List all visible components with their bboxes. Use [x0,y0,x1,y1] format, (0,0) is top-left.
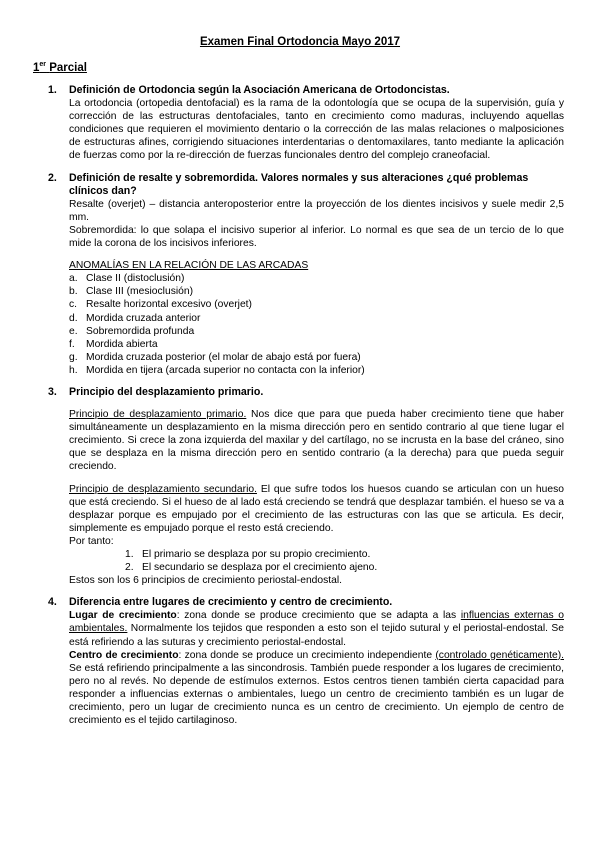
question-number: 4. [48,596,57,609]
list-item [69,272,564,285]
question-number: 3. [48,385,57,398]
lugar-term: Lugar de crecimiento [69,610,177,622]
secondary-principle-text: El que sufre todos los huesos cuando se articulan con un hueso que está creciendo. Si el hueso de al lado está creciendo se tendrá que desplazar también. el hueso se va a desplazar porque es empujado por el crecimiento de las estructuras con las que se articula. Es decir, simplemente es empujado porque el resto está creciendo. [69,483,564,534]
list-label: 1. [125,549,134,560]
question-heading [48,596,564,609]
question-title: Definición de Ortodoncia según la Asociación Americana de Ortodoncistas. [69,84,450,96]
list-label: f. [69,338,75,350]
question-number: 2. [48,171,57,184]
primary-principle-paragraph [69,408,564,473]
anomalias-list [69,272,564,377]
question-body [69,609,564,727]
centro-text-b: Se está refiriendo principalmente a las sincondrosis. También puede responder a los lugares de crecimiento, pero no al revés. No depende de estímulos externos. Estos centros tienen también cierta capacidad para responder a influencias externas o ambientales, luego un centro de crecimiento también es un lugar de crecimiento, pero un lugar de crecimiento nunca es un centro de crecimiento. Un ejemplo de centro de crecimiento es el tejido cartilaginoso. [69,662,564,727]
part-number: 1 [33,61,40,74]
list-label: b. [69,286,78,298]
principles-note: Estos son los 6 principios de crecimiento periostal-endostal. [69,575,343,587]
question-4 [48,596,564,727]
por-tanto-label: Por tanto: [69,535,114,547]
centro-paragraph [69,649,564,728]
question-heading [48,386,564,399]
list-label: e. [69,325,78,337]
list-text: Sobremordida profunda [86,325,195,337]
list-text: Mordida cruzada anterior [86,312,201,324]
list-item [69,285,564,298]
question-2 [48,172,564,377]
list-label: d. [69,312,78,324]
primary-principle-term: Principio de desplazamiento primario. [69,409,247,421]
list-text: El secundario se desplaza por el crecimiento ajeno. [142,562,378,574]
question-1 [48,84,564,163]
sobremordida-paragraph: Sobremordida: lo que solapa el incisivo superior al inferior. Lo normal es que sea de un tercio de lo que mide la corona de los incisivos inferiores. [69,224,564,250]
primary-principle-text: Nos dice que para que pueda haber crecimiento tiene que haber simultáneamente un desplazamiento en la misma dirección pero en sentido contrario al que tiene lugar el crecimiento. Si crece la zona izquierda del maxilar y del cartílago, no se incrusta en la base del cráneo, sino que se desplaza en la misma dirección pero en sentido contrario (a la derecha) para que pueda seguir creciendo. [69,409,564,473]
question-heading [48,84,564,97]
question-title: Diferencia entre lugares de crecimiento y centro de crecimiento. [69,596,393,609]
list-label: h. [69,364,78,376]
list-text: Mordida abierta [86,338,158,350]
list-item [69,338,564,351]
question-number: 1. [48,84,57,96]
secondary-principle-term: Principio de desplazamiento secundario. [69,483,257,495]
lugar-paragraph [69,609,564,648]
secondary-principle-paragraph [69,483,564,535]
document-title: Examen Final Ortodoncia Mayo 2017 [199,36,401,48]
question-title: Principio del desplazamiento primario. [69,385,264,398]
principle-summary-list [125,548,564,574]
question-body [69,408,564,587]
list-item [69,325,564,338]
list-text: Mordida en tijera (arcada superior no contacta con la inferior) [86,364,365,376]
part-label: Parcial [49,61,87,74]
list-text: Mordida cruzada posterior (el molar de abajo está por fuera) [86,351,361,363]
question-3 [48,386,564,587]
document-content [48,84,564,736]
list-text: Clase II (distoclusión) [86,273,185,285]
centro-text-underlined: (controlado genéticamente). [435,649,564,661]
lugar-text-b: Normalmente los tejidos que responden a esto son el tejido sutural y el periostal-endostal. Se está refiriendo a las suturas y crecimiento periostal-endostal. [69,623,564,648]
list-item [69,364,564,377]
lugar-text-underlined: influencias externas o ambientales. [69,610,564,635]
centro-text-a: : zona donde se produce un crecimiento independiente [178,649,436,661]
resalte-paragraph: Resalte (overjet) – distancia anteroposterior entre la proyección de los dientes incisivos y suele medir 2,5 mm. [69,198,564,223]
answer-paragraph: La ortodoncia (ortopedia dentofacial) es la rama de la odontología que se ocupa de la supervisión, guía y corrección de las estructuras dentofaciales, tanto en crecimiento como maduras, incluyendo aquellas condiciones que requieren el movimiento dentario o la corrección de las malas relaciones o malposiciones de estructuras afines, corrigiendo situaciones interdentarias o dentomaxilares, tanto mediante la aplicación de fuerzas como por la re-dirección de fuerzas funcionales dentro del complejo craneofacial. [69,98,564,162]
question-title: Definición de resalte y sobremordida. Valores normales y sus alteraciones ¿qué problemas clínicos dan? [69,171,529,197]
list-text: Resalte horizontal excesivo (overjet) [86,299,252,311]
list-item [125,561,564,574]
list-item [69,312,564,325]
part-number-suffix: er [39,61,47,68]
question-heading [48,172,564,198]
question-body [69,198,564,377]
list-label: g. [69,351,78,363]
list-item [125,548,564,561]
question-body [69,97,564,162]
lugar-text-a: : zona donde se produce crecimiento que se adapta a las [176,610,461,622]
list-item [69,351,564,364]
list-label: c. [69,299,78,311]
part-heading [33,61,87,74]
list-text: El primario se desplaza por su propio crecimiento. [142,549,371,560]
list-label: a. [69,273,78,285]
anomalias-heading: ANOMALÍAS EN LA RELACIÓN DE LAS ARCADAS [69,260,309,272]
centro-term: Centro de crecimiento [69,649,179,661]
list-item [69,298,564,311]
list-label: 2. [125,562,134,574]
list-text: Clase III (mesioclusión) [86,286,194,298]
